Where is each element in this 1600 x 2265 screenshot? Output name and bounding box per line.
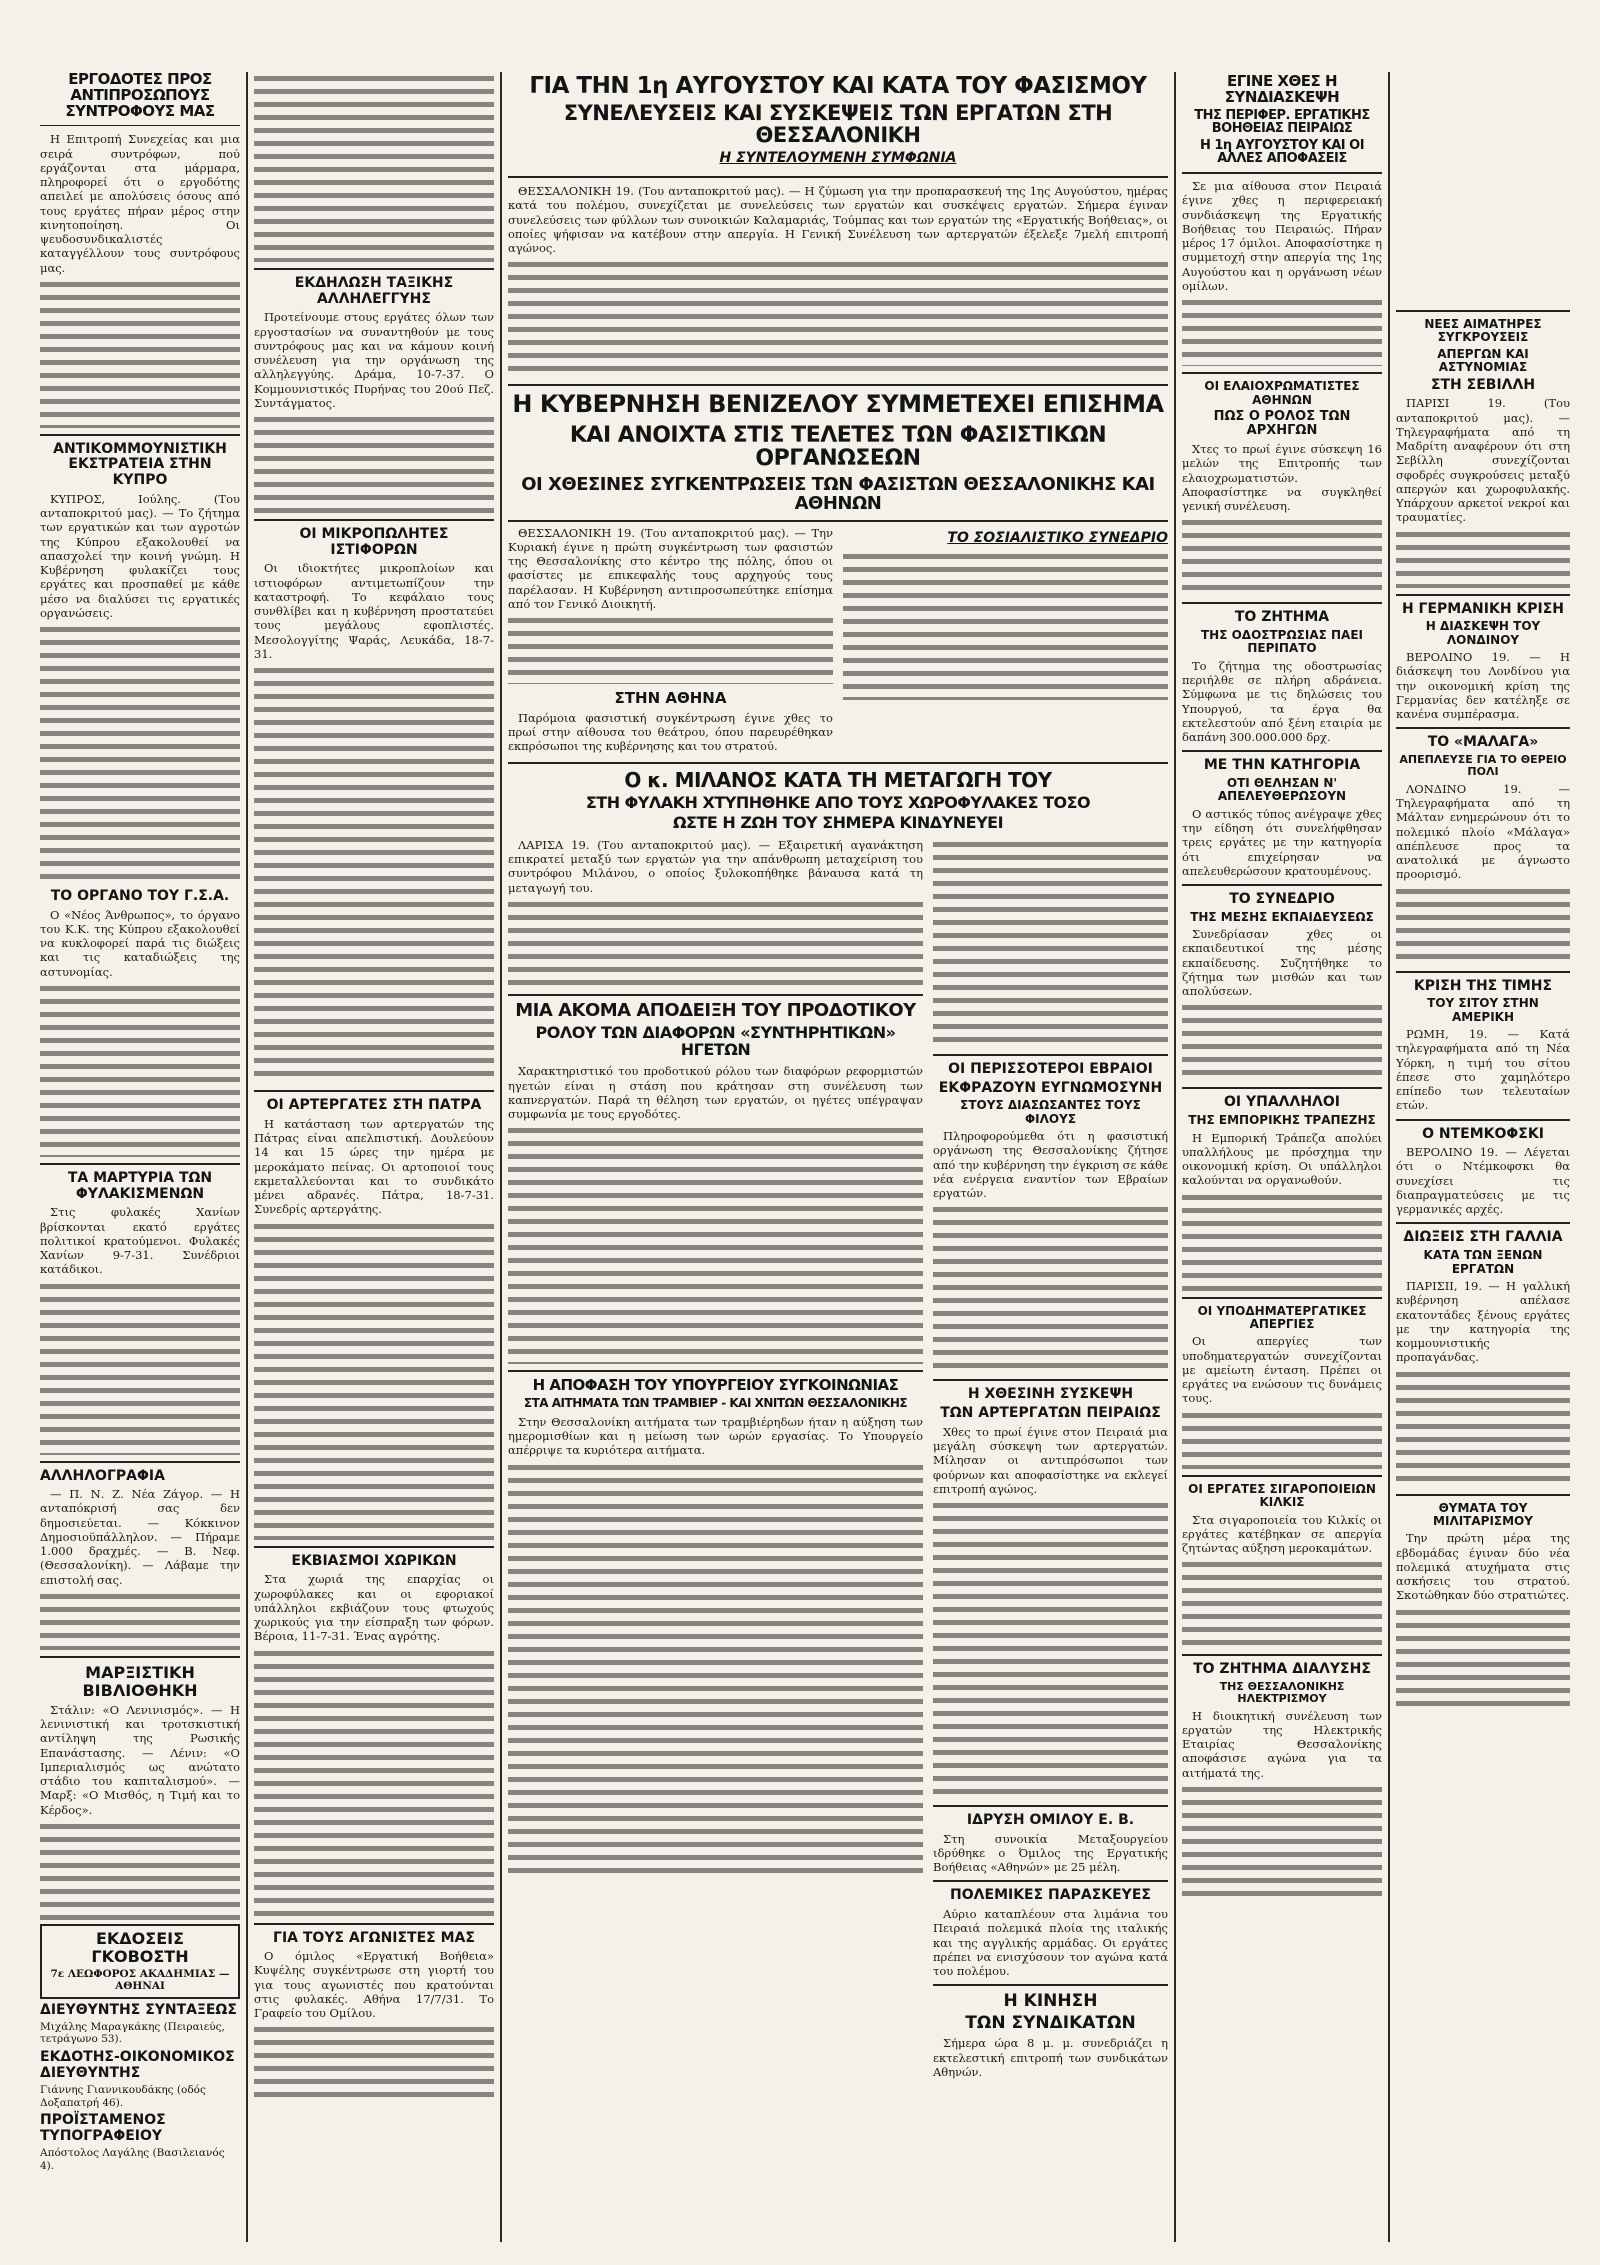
column-rule (1388, 72, 1390, 2242)
article-body-lines (1182, 1191, 1382, 1291)
article-proof-text: Χαρακτηριστικό του προδοτικού ρόλου των διαφόρων ρεφορμιστών ηγετών είναι η στάση που κράτησαν στη συνέλευση των καπνεργατών. Παρά τη θέληση των εργατών, οι ηγέτες υπέγραψαν συμφωνία με τους εργοδότες. (508, 1064, 923, 1122)
article-body-lines (40, 1280, 240, 1455)
headline-france-1: ΔΙΩΞΕΙΣ ΣΤΗ ΓΑΛΛΙΑ (1403, 1229, 1563, 1246)
center-section (508, 72, 1168, 2242)
headline-fighters: ΓΙΑ ΤΟΥΣ ΑΓΩΝΙΣΤΕΣ ΜΑΣ (273, 1929, 475, 1946)
article-body-lines (1182, 296, 1382, 366)
masthead-editor: Μιχάλης Μαραγκάκης (Πειραιεύς, τετράγωνο 53). (40, 2020, 225, 2046)
divider (40, 434, 240, 436)
masthead-printer-label: ΠΡΟΪΣΤΑΜΕΝΟΣ ΤΥΠΟΓΡΑΦΕΙΟΥ (40, 2112, 166, 2145)
headline-seville-2: ΑΠΕΡΓΩΝ ΚΑΙ ΑΣΤΥΝΟΜΙΑΣ (1437, 346, 1529, 375)
article-painters-text: Χτες το πρωί έγινε σύσκεψη 16 μελών της Επιτροπής των ελαιοχρωματιστών. Αποφασίστηκε να συγκληθεί γενική συνέλευση. (1182, 442, 1382, 514)
divider (1182, 1654, 1382, 1656)
divider (40, 1656, 240, 1658)
divider (1396, 310, 1570, 312)
masthead-publisher-label: ΕΚΔΟΤΗΣ-ΟΙΚΟΝΟΜΙΚΟΣ ΔΙΕΥΘΥΝΤΗΣ (40, 2048, 235, 2081)
article-body-lines (254, 664, 494, 1084)
article-body-lines (1396, 1368, 1570, 1488)
divider (40, 1163, 240, 1165)
article-correspondence-text: — Π. Ν. Ζ. Νέα Ζάγορ. — Η ανταπόκρισή σας δεν δημοσιεύεται. — Κόκκινον Δημοσιοϋπάλληλον. — Πήραμε 1.000 δραχμές. — Β. Νεφ. (Θεσσαλονίκη). — Λάβαμε την επιστολή σας. (40, 1487, 240, 1587)
divider (933, 1880, 1168, 1882)
headline-jews-1: ΟΙ ΠΕΡΙΣΣΟΤΕΡΟΙ ΕΒΡΑΙΟΙ (948, 1060, 1153, 1077)
divider (254, 1546, 494, 1548)
headline-malaga-1: ΤΟ «ΜΑΛΑΓΑ» (1427, 734, 1539, 751)
headline-conference-2: ΤΗΣ ΜΕΣΗΣ ΕΚΠΑΙΔΕΥΣΕΩΣ (1190, 909, 1374, 924)
article-extortion-text: Στα χωριά της επαρχίας οι χωροφύλακες και οι εφοριακοί υπάλληλοι εκβιάζουν τους φτωχούς χωρικούς για την είσπραξη των φόρων. Βέροια, 11-7-31. Ένας αγρότης. (254, 1572, 494, 1644)
divider (1396, 1119, 1570, 1121)
column-6 (1396, 72, 1570, 2242)
divider (508, 762, 1168, 764)
column-rule (246, 72, 248, 2242)
divider (933, 1805, 1168, 1807)
article-fascists-text: ΘΕΣΣΑΛΟΝΙΚΗ 19. (Του ανταποκριτού μας). — Την Κυριακή έγινε η πρώτη συγκέντρωση των φασιστών της Θεσσαλονίκης στο κέντρο της πόλης, όπου οι φασίστες με επικεφαλής τους αρχηγούς τους παρέλασαν. Η Κυβέρνηση αντιπροσωπεύτηκε επίσημα από τον Γενικό Διοικητή. (508, 525, 833, 611)
divider (254, 1923, 494, 1925)
masthead-editor-label: ΔΙΕΥΘΥΝΤΗΣ ΣΥΝΤΑΞΕΩΣ (40, 2001, 237, 2018)
article-milanos-text: ΛΑΡΙΣΑ 19. (Του ανταποκριτού μας). — Εξαιρετική αγανάκτηση επικρατεί μεταξύ των εργατών για την απάνθρωπη μεταχείριση του συντρόφου Μιλάνου, ο οποίος ξυλοκοπήθηκε βάναυσα κατά τη μεταγωγή του. (508, 837, 923, 895)
headline-employers: ΕΡΓΟΔΟΤΕΣ ΠΡΟΣ ΑΝΤΙΠΡΟΣΩΠΟΥΣ ΣΥΝΤΡΟΦΟΥΣ ΜΑΣ (65, 72, 215, 120)
publisher-name: ΕΚΔΟΣΕΙΣ ΓΚΟΒΟΣΤΗ (91, 1928, 189, 1966)
divider (1182, 750, 1382, 752)
article-body-lines (40, 623, 240, 883)
headline-prisoners: ΤΑ ΜΑΡΤΥΡΙΑ ΤΩΝ ΦΥΛΑΚΙΣΜΕΝΩΝ (67, 1169, 213, 1202)
headline-militarism: ΘΥΜΑΤΑ ΤΟΥ ΜΙΛΙΤΑΡΙΣΜΟΥ (1433, 1500, 1533, 1528)
article-fighters-text: Ο όμιλος «Εργατική Βοήθεια» Κυψέλης συγκέντρωσε στη γιορτή του για τους αγωνιστές που κρατούνται στις φυλακές. Αθήνα 17/7/31. Το Γραφείο του Ομίλου. (254, 1949, 494, 2021)
article-body-lines (933, 838, 1168, 1048)
headline-kinisi-2: ΤΩΝ ΣΥΝΔΙΚΑΤΩΝ (965, 2013, 1136, 2034)
divider (40, 1461, 240, 1463)
article-cigar-text: Στα σιγαροποιεία του Κιλκίς οι εργάτες κατέβηκαν σε απεργία ζητώντας αύξηση μεροκαμάτων. (1182, 1512, 1382, 1556)
divider (1396, 1494, 1570, 1496)
headline-milanos-1: Ο κ. ΜΙΛΑΝΟΣ ΚΑΤΑ ΤΗ ΜΕΤΑΓΩΓΗ ΤΟΥ (624, 768, 1052, 793)
headline-extortion: ΕΚΒΙΑΣΜΟΙ ΧΩΡΙΚΩΝ (291, 1552, 457, 1569)
banner-kicker: Η ΣΥΝΤΕΛΟΥΜΕΝΗ ΣΥΜΦΩΝΙΑ (719, 150, 957, 167)
article-body-lines (1182, 1409, 1382, 1469)
headline-painters-2: ΠΩΣ Ο ΡΟΛΟΣ ΤΩΝ ΑΡΧΗΓΩΝ (1213, 408, 1351, 439)
divider (1396, 594, 1570, 596)
lower-center-main (508, 838, 923, 2082)
divider (254, 268, 494, 270)
divider (1396, 1222, 1570, 1224)
article-body-lines (1396, 885, 1570, 965)
headline-electric-2: ΤΗΣ ΘΕΣΣΑΛΟΝΙΚΗΣ ΗΛΕΚΤΡΙΣΜΟΥ (1219, 1680, 1345, 1706)
article-body-lines (933, 1499, 1168, 1799)
article-body-lines (508, 258, 1168, 378)
article-body-lines (40, 1820, 240, 1920)
masthead-printer: Απόστολος Λαγάλης (Βασιλειανός 4). (40, 2147, 225, 2172)
banner-august-first (508, 72, 1168, 178)
headline-gsa-organ: ΤΟ ΟΡΓΑΝΟ ΤΟΥ Γ.Σ.Α. (50, 888, 230, 905)
article-shoe-text: Οι απεργίες των υποδηματεργατών συνεχίζονται με αμείωτη ένταση. Πρέπει οι εργάτες να ενώσουν τις δυνάμεις τους. (1182, 1334, 1382, 1406)
headline-decision-2: ΣΤΑ ΑΙΤΗΜΑΤΑ ΤΩΝ ΤΡΑΜΒΙΕΡ - ΚΑΙ ΧΝΙΤΩΝ ΘΕΣΣΑΛΟΝΙΚΗΣ (523, 1396, 908, 1411)
article-jews-text: Πληροφορούμεθα ότι η φασιστική οργάνωση της Θεσσαλονίκης ζήτησε από την κυβέρνηση την έγκριση σε κάθε νέα ενέργεια εναντίον των Εβραίων εργατών. (933, 1129, 1168, 1201)
article-thessaloniki-text: ΘΕΣΣΑΛΟΝΙΚΗ 19. (Του ανταποκριτού μας). — Η ζύμωση για την προπαρασκευή της 1ης Αυγούστου, ημέρας κατά του πολέμου, συνεχίζεται με συνελεύσεις των εργατών και συσκέψεις εργατών. Σήμερα έγιναν συνελεύσεις των φύλλων των συνοικιών Καλαμαριάς, Τούμπας και των εργατών της «Εργατικής Βοήθειας», οι οποίες ψήφισαν να κατέβουν στην απεργία. Η Γενική Συνέλευση των αρτεργατών έξελεξε 7μελή επιτροπή αγώνος. (508, 184, 1168, 256)
article-charge-text: Ο αστικός τύπος ανέγραψε χθες την είδηση ότι συνελήφθησαν τρεις εργάτες με την κατηγορία ότι επιχείρησαν να απελευθερώσουν κρατουμένους. (1182, 806, 1382, 878)
article-employers-text: Η Επιτροπή Συνεχείας και μια σειρά συντρόφων, πού εργάζονται στα μάρμαρα, πληροφορεί ότι ο εργοδότης απειλεί με απολύσεις όσους από τους εργάτες πήραν μέρος στην κινητοποίηση. Οι ψευδοσυνδικαλιστές καταγγέλλουν τους συντρόφους μας. (40, 132, 240, 275)
headline-meeting-2: ΤΩΝ ΑΡΤΕΡΓΑΤΩΝ ΠΕΙΡΑΙΩΣ (940, 1405, 1161, 1422)
article-body-lines (843, 550, 1168, 700)
article-body-lines (508, 1124, 923, 1364)
headline-electric-1: ΤΟ ΖΗΤΗΜΑ ΔΙΑΛΥΣΗΣ (1193, 1661, 1371, 1678)
headline-milanos-3: ΩΣΤΕ Η ΖΩΗ ΤΟΥ ΣΗΜΕΡΑ ΚΙΝΔΥΝΕΥΕΙ (672, 813, 1004, 833)
center-right-subcolumn (843, 526, 1168, 757)
headline-cyprus: ΑΝΤΙΚΟΜΜΟΥΝΙΣΤΙΚΗ ΕΚΣΤΡΑΤΕΙΑ ΣΤΗΝ ΚΥΠΡΟ (53, 440, 227, 489)
kicker-socialist-congress: ΤΟ ΣΟΣΙΑΛΙΣΤΙΚΟ ΣΥΝΕΔΡΙΟ (947, 529, 1168, 546)
article-sail-owners-text: Οι ιδιοκτήτες μικροπλοίων και ιστιοφόρων αντιμετωπίζουν την καταστροφή. Το κεφάλαιο τους συνθλίβει και η κυβέρνηση προστατεύει τους μεγάλους εφοπλιστές. Μεσολογγίτης Ψαράς, Λευκάδα, 18-7-31. (254, 561, 494, 661)
headline-proof-2: ΡΟΛΟΥ ΤΩΝ ΔΙΑΦΟΡΩΝ «ΣΥΝΤΗΡΗΤΙΚΩΝ» ΗΓΕΤΩΝ (535, 1022, 896, 1059)
lower-center-grid (508, 838, 1168, 2082)
article-meeting-text: Χθες το πρωί έγινε στον Πειραιά μια μεγάλη σύσκεψη των αρτεργατών. Μίλησαν οι αντιπρόσωποι των φούρνων και αποφασίστηκε να εκλεγεί επιτροπή αγώνος. (933, 1424, 1168, 1496)
divider (933, 1379, 1168, 1381)
headline-decision-1: Η ΑΠΟΦΑΣΗ ΤΟΥ ΥΠΟΥΡΓΕΙΟΥ ΣΥΓΚΟΙΝΩΝΙΑΣ (532, 1376, 899, 1395)
divider (1182, 1297, 1382, 1299)
headline-conference-1: ΤΟ ΣΥΝΕΔΡΙΟ (1229, 891, 1335, 908)
article-body-lines (1396, 528, 1570, 588)
headline-solidarity: ΕΚΔΗΛΩΣΗ ΤΑΞΙΚΗΣ ΑΛΛΗΛΕΓΓΥΗΣ (294, 275, 454, 307)
divider (1182, 372, 1382, 374)
banner-headline-2: ΣΥΝΕΛΕΥΣΕΙΣ ΚΑΙ ΣΥΣΚΕΨΕΙΣ ΤΩΝ ΕΡΓΑΤΩΝ ΣΤΗ ΘΕΣΣΑΛΟΝΙΚΗ (563, 101, 1113, 148)
article-patras-text: Η κατάσταση των αρτεργατών της Πάτρας είναι απελπιστική. Δουλεύουν 14 και 15 ώρες την ημέρα με μεροκάματο πείνας. Οι αρτοποιοί τους εκμεταλλεύονται και το συνδικάτο μένει αδρανές. Πάτρα, 18-7-31. Συνεδρίς αρτεργάτης. (254, 1116, 494, 1217)
divider (1182, 602, 1382, 604)
article-demkofski-text: ΒΕΡΟΛΙΝΟ 19. — Λέγεται ότι ο Ντέμκοφσκι θα συνεχίσει τις διαπραγματεύσεις με τις γερμανικές αρχές. (1396, 1145, 1570, 1217)
article-body-lines (1396, 1606, 1570, 1706)
headline-war: ΠΟΛΕΜΙΚΕΣ ΠΑΡΑΣΚΕΥΕΣ (950, 1887, 1151, 1904)
divider (933, 1054, 1168, 1056)
article-war-text: Αύριο καταπλέουν στα λιμάνια του Πειραιά πολεμικά πλοία της ιταλικής και της αγγλικής αρμάδας. Οι εργάτες πρέπει να ενισχύσουν τον αγώνα κατά του πολέμου. (933, 1907, 1168, 1979)
article-body-lines (508, 898, 923, 988)
article-body-lines (40, 982, 240, 1157)
article-found-text: Στη συνοικία Μεταξουργείου ιδρύθηκε ο Όμιλος της Εργατικής Βοήθειας «Αθηνών» με 25 μέλη. (933, 1831, 1168, 1875)
article-seville-text: ΠΑΡΙΣΙ 19. (Του ανταποκριτού μας). — Τηλεγραφήματα από τη Μαδρίτη αναφέρουν ότι στη Σεβίλλη συνεχίζονται σφοδρές συγκρούσεις μεταξύ απεργών και χωροφυλακής. Υπάρχουν αρκετοί νεκροί και τραυματίες. (1396, 396, 1570, 525)
publisher-address: 7ε ΛΕΩΦΟΡΟΣ ΑΚΑΔΗΜΙΑΣ — ΑΘΗΝΑΙ (50, 1967, 230, 1993)
headline-marxist-library: ΜΑΡΞΙΣΤΙΚΗ ΒΙΒΛΙΟΘΗΚΗ (82, 1662, 198, 1700)
headline-charge-1: ΜΕ ΤΗΝ ΚΑΤΗΓΟΡΙΑ (1203, 757, 1361, 774)
headline-patras-bakers: ΟΙ ΑΡΤΕΡΓΑΤΕΣ ΣΤΗ ΠΑΤΡΑ (266, 1097, 482, 1114)
article-body-lines (508, 1461, 923, 1881)
article-athens-text: Παρόμοια φασιστική συγκέντρωση έγινε χθες το πρωί στην αίθουσα του θεάτρου, όπου παρευρέθηκαν εκπρόσωποι της κυβέρνησης και του στρατού. (508, 710, 833, 754)
article-german-text: ΒΕΡΟΛΙΝΟ 19. — Η διάσκεψη του Λονδίνου για την οικονομική κρίση της Γερμανίας δεν κατέληξε σε κανένα συμπέρασμα. (1396, 650, 1570, 722)
banner-venizelos (508, 384, 1168, 521)
lower-center-side (933, 838, 1168, 2082)
headline-jews-2: ΕΚΦΡΑΖΟΥΝ ΕΥΓΝΩΜΟΣΥΝΗ (938, 1079, 1163, 1096)
headline-wheat-2: ΤΟΥ ΣΙΤΟΥ ΣΤΗΝ ΑΜΕΡΙΚΗ (1427, 996, 1539, 1024)
column-6-spacer (1396, 72, 1570, 304)
article-conference-text: Συνεδρίασαν χθες οι εκπαιδευτικοί της μέσης εκπαίδευσης. Συζητήθηκε το ζήτημα των μισθών και των απολύσεων. (1182, 927, 1382, 999)
headline-roads-1: ΤΟ ΖΗΤΗΜΑ (1234, 609, 1330, 626)
column-2 (254, 72, 494, 2242)
divider (1182, 1087, 1382, 1089)
column-rule (500, 72, 502, 2242)
divider (508, 1370, 923, 1372)
article-body-lines (508, 614, 833, 684)
article-prisoners-text: Στις φυλακές Χανίων βρίσκονται εκατό εργάτες πολιτικοί κρατούμενοι. Φυλακές Χανίων 9-7-31. Συνέδριοι κατάδικοι. (40, 1205, 240, 1277)
article-body-lines (254, 2023, 494, 2103)
article-body-lines (1182, 1001, 1382, 1081)
divider (508, 994, 923, 996)
masthead-publisher: Γιάννης Γιαννικουδάκης (οδός Δοξαπατρή 46). (40, 2083, 206, 2109)
article-body-lines (254, 1647, 494, 1917)
headline-found: ΙΔΡΥΣΗ ΟΜΙΛΟΥ Ε. Β. (966, 1812, 1135, 1829)
divider (1182, 1475, 1382, 1477)
banner-headline-5: ΟΙ ΧΘΕΣΙΝΕΣ ΣΥΓΚΕΝΤΡΩΣΕΙΣ ΤΩΝ ΦΑΣΙΣΤΩΝ ΘΕΣΣΑΛΟΝΙΚΗΣ ΚΑΙ ΑΘΗΝΩΝ (521, 473, 1155, 514)
divider (1396, 727, 1570, 729)
article-decision-text: Στην Θεσσαλονίκη αιτήματα των τραμβιέρηδων ήταν η αύξηση των ημερομισθίων και η μείωση των ωρών εργασίας. Το Υπουργείο απέρριψε τα κυριότερα αιτήματα. (508, 1414, 923, 1458)
subhead-athens: ΣΤΗΝ ΑΘΗΝΑ (614, 689, 727, 708)
headline-german-2: Η ΔΙΑΣΚΕΨΗ ΤΟΥ ΛΟΝΔΙΝΟΥ (1425, 619, 1541, 647)
headline-meeting-1: Η ΧΘΕΣΙΝΗ ΣΥΣΚΕΨΗ (967, 1386, 1134, 1403)
banner-piraeus (1182, 72, 1382, 174)
column-rule (1174, 72, 1176, 2242)
headline-german-1: Η ΓΕΡΜΑΝΙΚΗ ΚΡΙΣΗ (1401, 600, 1565, 617)
banner-headline-4: ΚΑΙ ΑΝΟΙΧΤΑ ΣΤΙΣ ΤΕΛΕΤΕΣ ΤΩΝ ΦΑΣΙΣΤΙΚΩΝ ΟΡΓΑΝΩΣΕΩΝ (569, 422, 1107, 471)
headline-charge-2: ΟΤΙ ΘΕΛΗΣΑΝ Ν' ΑΠΕΛΕΥΘΕΡΩΣΟΥΝ (1217, 776, 1347, 804)
divider (933, 1984, 1168, 1986)
article-body-lines (40, 278, 240, 428)
article-cyprus-text: ΚΥΠΡΟΣ, Ιούλης. (Του ανταποκριτού μας). — Το ζήτημα των εργατικών και των αγροτών της Κύπρου εξακολουθεί να απασχολεί την κοινή γνώμη. Η Κυβέρνηση φυλακίζει τους εργάτες και προσπαθεί με κάθε μέσο να διαλύσει τις εργατικές οργανώσεις. (40, 491, 240, 620)
article-solidarity-text: Προτείνουμε στους εργάτες όλων των εργοστασίων να συναντηθούν με τους συντρόφους μας και να κάμουν κοινή συνέλευση για την οργάνωση της αλληλεγγύης. Δράμα, 10-7-37. Ο Κομμουνιστικός Πυρήνας του 20ού Πεζ. Συντάγματος. (254, 310, 494, 410)
headline-cigar: ΟΙ ΕΡΓΑΤΕΣ ΣΙΓΑΡΟΠΟΙΕΙΩΝ ΚΙΛΚΙΣ (1188, 1481, 1376, 1510)
headline-piraeus-1: ΕΓΙΝΕ ΧΘΕΣ Η ΣΥΝΔΙΑΣΚΕΨΗ (1224, 72, 1340, 106)
article-kinisi-text: Σήμερα ώρα 8 μ. μ. συνεδριάζει η εκτελεστική επιτροπή των συνδικάτων Αθηνών. (933, 2036, 1168, 2079)
headline-bank-2: ΤΗΣ ΕΜΠΟΡΙΚΗΣ ΤΡΑΠΕΖΗΣ (1188, 1113, 1376, 1128)
article-body-lines (254, 413, 494, 513)
center-left-subcolumn (508, 526, 833, 757)
article-roads-text: Το ζήτημα της οδοστρωσίας περιήλθε σε πλήρη αδράνεια. Σύμφωνα με τις δηλώσεις του Υπουργού, τα έργα θα εκτελεστούν από ξένη εταιρία με δαπάνη 300.000.000 δρχ. (1182, 658, 1382, 745)
newspaper-page (40, 72, 1570, 2242)
headline-proof-1: ΜΙΑ ΑΚΟΜΑ ΑΠΟΔΕΙΞΗ ΤΟΥ ΠΡΟΔΟΤΙΚΟΥ (515, 999, 916, 1021)
headline-bank-1: ΟΙ ΥΠΑΛΛΗΛΟΙ (1223, 1094, 1340, 1111)
divider (254, 1090, 494, 1092)
divider (1396, 971, 1570, 973)
article-bank-text: Η Εμπορική Τράπεζα απολύει υπαλλήλους με πρόσχημα την οικονομική κρίση. Οι υπάλληλοι καλούνται να οργανωθούν. (1182, 1130, 1382, 1188)
headline-piraeus-3: Η 1η ΑΥΓΟΥΣΤΟΥ ΚΑΙ ΟΙ ΑΛΛΕΣ ΑΠΟΦΑΣΕΙΣ (1199, 137, 1365, 167)
headline-demkofski: Ο ΝΤΕΜΚΟΦΣΚΙ (1422, 1125, 1544, 1142)
headline-piraeus-2: ΤΗΣ ΠΕΡΙΦΕΡ. ΕΡΓΑΤΙΚΗΣ ΒΟΗΘΕΙΑΣ ΠΕΙΡΑΙΩΣ (1194, 107, 1370, 137)
headline-seville-3: ΣΤΗ ΣΕΒΙΛΛΗ (1430, 376, 1536, 393)
article-body-lines (1182, 1783, 1382, 1903)
article-electric-text: Η διοικητική συνέλευση των εργατών της Ηλεκτρικής Εταιρίας Θεσσαλονίκης αποφάσισε αγώνα για τα αιτήματά της. (1182, 1708, 1382, 1780)
headline-painters-1: ΟΙ ΕΛΑΙΟΧΡΩΜΑΤΙΣΤΕΣ ΑΘΗΝΩΝ (1204, 379, 1360, 407)
article-body-lines (40, 1590, 240, 1650)
headline-wheat-1: ΚΡΙΣΗ ΤΗΣ ΤΙΜΗΣ (1413, 977, 1553, 994)
divider (40, 125, 240, 126)
headline-roads-2: ΤΗΣ ΟΔΟΣΤΡΩΣΙΑΣ ΠΑΕΙ ΠΕΡΙΠΑΤΟ (1201, 627, 1363, 656)
banner-headline-3: Η ΚΥΒΕΡΝΗΣΗ ΒΕΝΙΖΕΛΟΥ ΣΥΜΜΕΤΕΧΕΙ ΕΠΙΣΗΜΑ (512, 390, 1164, 419)
article-body-lines (933, 1203, 1168, 1373)
headline-milanos-2: ΣΤΗ ΦΥΛΑΚΗ ΧΤΥΠΗΘΗΚΕ ΑΠΟ ΤΟΥΣ ΧΩΡΟΦΥΛΑΚΕΣ ΤΟΣΟ (585, 793, 1091, 813)
column-5 (1182, 72, 1382, 2242)
article-wheat-text: ΡΩΜΗ, 19. — Κατά τηλεγραφήματα από τη Νέα Υόρκη, η τιμή του σίτου έπεσε στο χαμηλότερο επίπεδο των τελευταίων ετών. (1396, 1027, 1570, 1113)
article-body-lines (1182, 1558, 1382, 1648)
article-france-text: ΠΑΡΙΣΙΙ, 19. — Η γαλλική κυβέρνηση απέλασε εκατοντάδες ξένους εργάτες με την κατηγορία της κομμουνιστικής προπαγάνδας. (1396, 1279, 1570, 1365)
article-militarism-text: Την πρώτη μέρα της εβδομάδας έγιναν δύο νέα πολεμικά ατυχήματα στις ασκήσεις του στρατού. Σκοτώθηκαν δύο στρατιώτες. (1396, 1531, 1570, 1603)
article-body-lines (254, 1220, 494, 1540)
headline-france-2: ΚΑΤΑ ΤΩΝ ΞΕΝΩΝ ΕΡΓΑΤΩΝ (1423, 1248, 1543, 1276)
headline-jews-3: ΣΤΟΥΣ ΔΙΑΣΩΣΑΝΤΕΣ ΤΟΥΣ ΦΙΛΟΥΣ (960, 1098, 1141, 1126)
article-library-text: Στάλιν: «Ο Λενινισμός». — Η λενινιστική και τροτσκιστική αντίληψη της Ρωσικής Επανάστασης. — Λένιν: «Ο Ιμπεριαλισμός ως ανώτατο στάδιο του καπιταλισμού». — Μαρξ: «Ο Μισθός, η Τιμή και το Κέρδος». (40, 1702, 240, 1817)
article-body-lines (1182, 516, 1382, 596)
divider (254, 519, 494, 521)
publisher-box (40, 1924, 240, 1999)
headline-shoe-strikes: ΟΙ ΥΠΟΔΗΜΑΤΕΡΓΑΤΙΚΕΣ ΑΠΕΡΓΙΕΣ (1197, 1303, 1367, 1332)
headline-sail-owners: ΟΙ ΜΙΚΡΟΠΩΛΗΤΕΣ ΙΣΤΙΦΟΡΩΝ (299, 526, 449, 558)
article-malaga-text: ΛΟΝΔΙΝΟ 19. — Τηλεγραφήματα από τη Μάλταν ενημερώνουν ότι το πολεμικό πλοίο «Μάλαγα» απέπλευσε προς τα ανατολικά με άγνωστο προορισμό. (1396, 781, 1570, 882)
column-1 (40, 72, 240, 2242)
divider (1182, 884, 1382, 886)
center-subcolumns (508, 526, 1168, 757)
headline-correspondence: ΑΛΛΗΛΟΓΡΑΦΙΑ (40, 1467, 165, 1484)
article-gsa-text: Ο «Νέος Άνθρωπος», το όργανο του Κ.Κ. της Κύπρου εξακολουθεί να κυκλοφορεί παρά τις διώξεις και τις καταδιώξεις της αστυνομίας. (40, 907, 240, 979)
banner-headline-1: ΓΙΑ ΤΗΝ 1η ΑΥΓΟΥΣΤΟΥ ΚΑΙ ΚΑΤΑ ΤΟΥ ΦΑΣΙΣΜΟΥ (529, 73, 1147, 99)
article-piraeus-text: Σε μια αίθουσα στον Πειραιά έγινε χθες η περιφερειακή συνδιάσκεψη της Εργατικής Βοήθειας του Πειραιώς. Πήραν μέρος 17 όμιλοι. Αποφασίστηκε η συμμετοχή στην απεργία της 1ης Αυγούστου και η οργάνωση νέων ομίλων. (1182, 179, 1382, 293)
headline-seville-1: ΝΕΕΣ ΑΙΜΑΤΗΡΕΣ ΣΥΓΚΡΟΥΣΕΙΣ (1424, 317, 1542, 345)
article-body-lines (254, 72, 494, 262)
headline-malaga-2: ΑΠΕΠΛΕΥΣΕ ΓΙΑ ΤΟ ΘΕΡΕΙΟ ΠΟΛΙ (1399, 753, 1567, 779)
headline-kinisi-1: Η ΚΙΝΗΣΗ (1003, 1991, 1098, 2012)
